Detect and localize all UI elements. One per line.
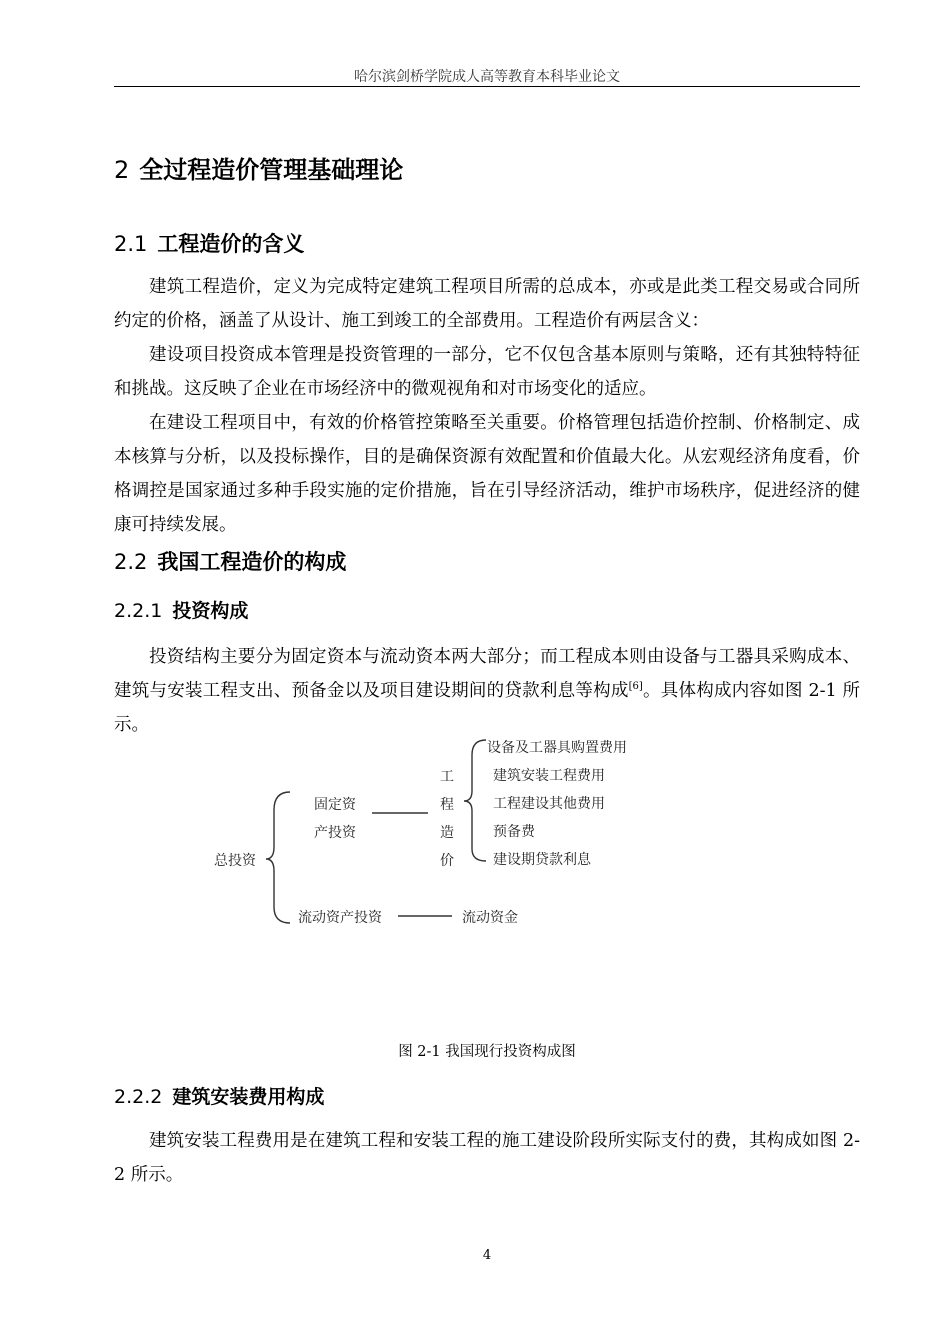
chapter-title: 全过程造价管理基础理论 — [139, 156, 404, 184]
chapter-number: 2 — [114, 156, 130, 184]
subsection-heading-2-2-1 — [114, 596, 248, 623]
subsection-title: 建筑安装费用构成 — [172, 1086, 325, 1108]
cost-char: 工 — [440, 769, 454, 785]
section-number: 2.2 — [114, 550, 148, 574]
cost-char: 造 — [440, 825, 454, 841]
chapter-heading — [114, 150, 403, 185]
cost-item: 工程建设其他费用 — [493, 796, 605, 812]
cost-char: 价 — [440, 853, 454, 869]
figure-caption: 图 2-1 我国现行投资构成图 — [398, 1044, 576, 1060]
paragraph-investment-structure — [114, 640, 860, 742]
running-header: 哈尔滨剑桥学院成人高等教育本科毕业论文 — [354, 69, 620, 85]
cost-item: 预备费 — [493, 824, 535, 840]
section-heading-2-1 — [114, 228, 304, 258]
current-fund-label: 流动资金 — [462, 910, 518, 926]
current-asset-label: 流动资产投资 — [298, 910, 382, 926]
fixed-asset-label-line1: 固定资 — [314, 797, 356, 813]
total-investment-label: 总投资 — [214, 853, 256, 869]
cost-item: 建筑安装工程费用 — [493, 768, 605, 784]
fixed-asset-label-line2: 产投资 — [314, 825, 356, 841]
section-heading-2-2 — [114, 546, 346, 576]
paragraph-installation-cost: 建筑安装工程费用是在建筑工程和安装工程的施工建设阶段所实际支付的费，其构成如图 2-2 所示。 — [114, 1131, 860, 1185]
page-number: 4 — [482, 1248, 492, 1263]
section-title: 工程造价的含义 — [157, 232, 305, 256]
cost-brace — [464, 740, 486, 861]
cost-item: 设备及工器具购置费用 — [487, 740, 627, 756]
section-number: 2.1 — [114, 232, 148, 256]
paragraph-text: 投资结构主要分为固定资本与流动资本两大部分；而工程成本则由设备与工器具采购成本、建筑与安装工程支出、预备金以及项目建设期间的贷款利息等构成 — [114, 647, 860, 701]
paragraph-investment-management: 建设项目投资成本管理是投资管理的一部分，它不仅包含基本原则与策略，还有其独特特征和挑战。这反映了企业在市场经济中的微观视角和对市场变化的适应。 — [114, 345, 860, 399]
subsection-number: 2.2.2 — [114, 1086, 163, 1108]
paragraph-price-control: 在建设工程项目中，有效的价格管控策略至关重要。价格管理包括造价控制、价格制定、成本核算与分析，以及投标操作，目的是确保资源有效配置和价值最大化。从宏观经济角度看，价格调控是国家通过多种手段实施的定价措施，旨在引导经济活动，维护市场秩序，促进经济的健康可持续发展。 — [114, 413, 860, 535]
paragraph-definition: 建筑工程造价，定义为完成特定建筑工程项目所需的总成本，亦或是此类工程交易或合同所约定的价格，涵盖了从设计、施工到竣工的全部费用。工程造价有两层含义： — [114, 277, 860, 331]
paragraph-text-end: 。具体构成内容如图 2-1 所示。 — [114, 681, 861, 735]
header-rule — [114, 86, 860, 87]
subsection-title: 投资构成 — [172, 600, 249, 622]
section-title: 我国工程造价的构成 — [157, 550, 347, 574]
cost-item: 建设期贷款利息 — [493, 852, 591, 868]
investment-structure-diagram — [200, 735, 660, 935]
cost-char: 程 — [440, 797, 454, 813]
citation: [6] — [628, 681, 643, 692]
subsection-number: 2.2.1 — [114, 600, 163, 622]
subsection-heading-2-2-2 — [114, 1082, 324, 1109]
root-brace — [266, 792, 290, 923]
